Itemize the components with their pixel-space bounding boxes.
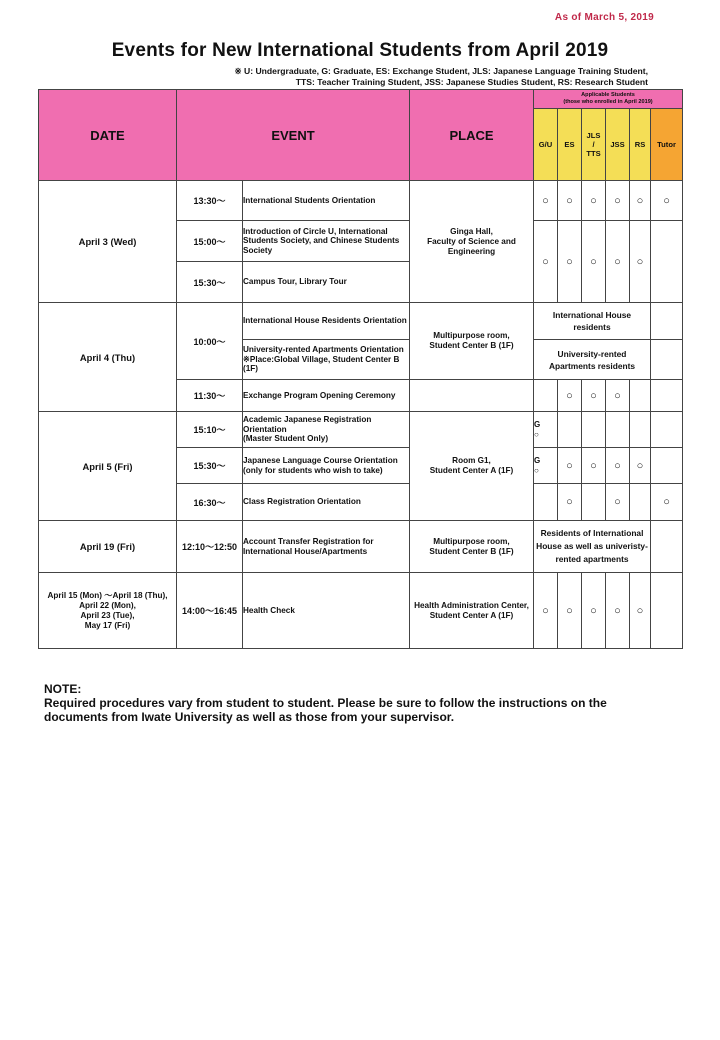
abbreviation-legend — [234, 66, 648, 88]
event-cell — [243, 221, 410, 262]
date-apr-3: April 3 (Wed) — [39, 181, 177, 303]
note-line: rented apartments — [555, 554, 629, 564]
circle-mark: ○ — [558, 573, 582, 649]
empty-cell — [651, 221, 683, 303]
table-row — [39, 181, 683, 221]
empty-cell — [651, 412, 683, 448]
place-cell — [410, 521, 534, 573]
circle-mark: ○ — [582, 181, 606, 221]
circle-mark: ○ — [651, 181, 683, 221]
empty-cell — [630, 484, 651, 521]
empty-cell — [651, 573, 683, 649]
event-line: (Master Student Only) — [243, 434, 329, 444]
place-line: Engineering — [447, 246, 496, 256]
circle-mark: ○ — [582, 380, 606, 412]
empty-cell — [558, 412, 582, 448]
circle-mark: ○ — [558, 484, 582, 521]
time-cell: 15:00～ — [177, 221, 243, 262]
time-cell: 15:30～ — [177, 448, 243, 484]
applicable-line-2: (those who enrolled in April 2019) — [563, 99, 653, 105]
as-of-date: As of March 5, 2019 — [554, 12, 654, 23]
place-cell — [410, 412, 534, 521]
place-line: Multipurpose room, — [433, 536, 510, 546]
note-line: House as well as univeristy- — [536, 541, 648, 551]
time-cell: 13:30～ — [177, 181, 243, 221]
header-tts: TTS — [586, 149, 601, 158]
place-line: Ginga Hall, — [450, 226, 493, 236]
event-line: Orientation — [243, 424, 287, 434]
event-cell — [243, 448, 410, 484]
event-cell: International House Residents Orientation — [243, 303, 410, 340]
header-es: ES — [558, 109, 582, 181]
applicable-line-1: Applicable Students — [581, 92, 635, 98]
note-heading: NOTE: — [44, 682, 82, 696]
place-line: Student Center B (1F) — [429, 546, 514, 556]
event-line: (1F) — [243, 364, 259, 374]
legend-line-1: ※ U: Undergraduate, G: Graduate, ES: Exchange Student, JLS: Japanese Language Training Student, — [234, 66, 648, 76]
empty-cell — [606, 412, 630, 448]
empty-cell — [651, 521, 683, 573]
header-gu: G/U — [534, 109, 558, 181]
place-cell — [410, 573, 534, 649]
circle-mark: ○ — [534, 181, 558, 221]
empty-cell — [651, 303, 683, 340]
legend-line-2: TTS: Teacher Training Student, JSS: Japanese Studies Student, RS: Research Student — [295, 77, 648, 87]
event-cell: Health Check — [243, 573, 410, 649]
circle-mark: ○ — [558, 448, 582, 484]
table-row — [39, 303, 683, 340]
event-line: (only for students who wish to take) — [243, 465, 383, 475]
event-cell — [243, 340, 410, 380]
event-line: University-rented Apartments Orientation — [243, 345, 404, 355]
note-line: Residents of International — [540, 528, 644, 538]
note-section — [44, 682, 684, 724]
table-row — [39, 412, 683, 448]
time-cell: 15:10～ — [177, 412, 243, 448]
circle-mark: ○ — [630, 181, 651, 221]
note-line-2: documents from Iwate University as well as those from your supervisor. — [44, 710, 455, 724]
note-line: Apartments residents — [548, 360, 636, 371]
circle-mark: ○ — [534, 429, 539, 439]
circle-mark: ○ — [582, 221, 606, 303]
time-cell: 11:30～ — [177, 380, 243, 412]
circle-mark: ○ — [651, 484, 683, 521]
place-line: Multipurpose room, — [433, 331, 510, 340]
note-line: residents — [573, 322, 611, 332]
applicable-note — [534, 340, 651, 380]
place-line: Faculty of Science and — [427, 236, 516, 246]
event-cell: Class Registration Orientation — [243, 484, 410, 521]
event-cell: International Students Orientation — [243, 181, 410, 221]
date-apr-5: April 5 (Fri) — [39, 412, 177, 521]
circle-mark: ○ — [582, 573, 606, 649]
circle-mark: ○ — [606, 221, 630, 303]
header-applicable-students — [534, 90, 683, 109]
time-cell: 10:00～ — [177, 303, 243, 380]
note-line-1: Required procedures vary from student to student. Please be sure to follow the instructions on the — [44, 696, 607, 710]
page-title: Events for New International Students from April 2019 — [111, 40, 609, 61]
date-line: April 22 (Mon), — [79, 600, 136, 610]
circle-mark: ○ — [630, 573, 651, 649]
time-cell: 14:00～16:45 — [177, 573, 243, 649]
table-row — [39, 521, 683, 573]
empty-cell — [630, 380, 651, 412]
circle-mark: ○ — [558, 221, 582, 303]
circle-mark: ○ — [606, 380, 630, 412]
empty-cell — [582, 484, 606, 521]
date-line: April 23 (Tue), — [80, 610, 135, 620]
circle-mark: ○ — [558, 181, 582, 221]
date-apr-19: April 19 (Fri) — [39, 521, 177, 573]
circle-mark: ○ — [606, 484, 630, 521]
empty-cell — [651, 380, 683, 412]
g-letter: G — [534, 455, 541, 465]
header-rs: RS — [630, 109, 651, 181]
circle-mark: ○ — [534, 221, 558, 303]
place-line: Student Center A (1F) — [429, 610, 514, 620]
date-line: May 17 (Fri) — [84, 620, 131, 630]
events-schedule-table — [38, 89, 683, 649]
applicable-note — [534, 303, 651, 340]
empty-cell — [582, 412, 606, 448]
note-line: University-rented — [557, 348, 627, 359]
circle-mark: ○ — [630, 221, 651, 303]
table-row — [39, 573, 683, 649]
date-line: April 15 (Mon) ～April 18 (Thu), — [47, 590, 168, 600]
event-line: Society — [243, 245, 273, 255]
circle-mark: ○ — [534, 465, 539, 475]
date-health-check — [39, 573, 177, 649]
header-event: EVENT — [177, 90, 410, 181]
event-line: Introduction of Circle U, International — [243, 226, 388, 236]
header-slash: / — [592, 140, 595, 149]
applicable-note — [534, 521, 651, 573]
g-letter: G — [534, 419, 541, 429]
event-line: International House/Apartments — [243, 546, 368, 556]
header-place: PLACE — [410, 90, 534, 181]
circle-mark: ○ — [630, 448, 651, 484]
empty-cell — [651, 340, 683, 380]
event-cell — [243, 521, 410, 573]
circle-mark: ○ — [558, 380, 582, 412]
circle-mark: ○ — [582, 448, 606, 484]
header-date: DATE — [39, 90, 177, 181]
header-row-1 — [39, 90, 683, 109]
empty-cell — [630, 412, 651, 448]
empty-cell — [534, 380, 558, 412]
time-cell: 16:30～ — [177, 484, 243, 521]
date-apr-4: April 4 (Thu) — [39, 303, 177, 412]
graduate-mark — [534, 448, 558, 484]
event-line: Japanese Language Course Orientation — [243, 455, 398, 465]
place-line: Room G1, — [452, 456, 491, 465]
header-jss: JSS — [606, 109, 630, 181]
header-tutor: Tutor — [651, 109, 683, 181]
empty-cell — [651, 448, 683, 484]
place-cell — [410, 181, 534, 303]
place-line: Health Administration Center, — [414, 600, 529, 610]
circle-mark: ○ — [606, 573, 630, 649]
place-line: Student Center A (1F) — [429, 466, 514, 475]
empty-cell — [534, 484, 558, 521]
empty-cell — [410, 380, 534, 412]
event-cell — [243, 412, 410, 448]
header-jls-tts — [582, 109, 606, 181]
graduate-mark — [534, 412, 558, 448]
place-line: Student Center B (1F) — [429, 341, 514, 350]
time-cell: 15:30～ — [177, 262, 243, 303]
event-line: Students Society, and Chinese Students — [243, 236, 400, 246]
time-cell: 12:10～12:50 — [177, 521, 243, 573]
place-cell — [410, 303, 534, 380]
event-cell: Campus Tour, Library Tour — [243, 262, 410, 303]
header-jls: JLS — [586, 131, 601, 140]
circle-mark: ○ — [534, 573, 558, 649]
note-line: International House — [552, 310, 632, 320]
event-cell: Exchange Program Opening Ceremony — [243, 380, 410, 412]
event-line: ※Place:Global Village, Student Center B — [243, 354, 400, 364]
circle-mark: ○ — [606, 448, 630, 484]
circle-mark: ○ — [606, 181, 630, 221]
event-line: Academic Japanese Registration — [243, 415, 372, 425]
event-line: Account Transfer Registration for — [243, 536, 374, 546]
